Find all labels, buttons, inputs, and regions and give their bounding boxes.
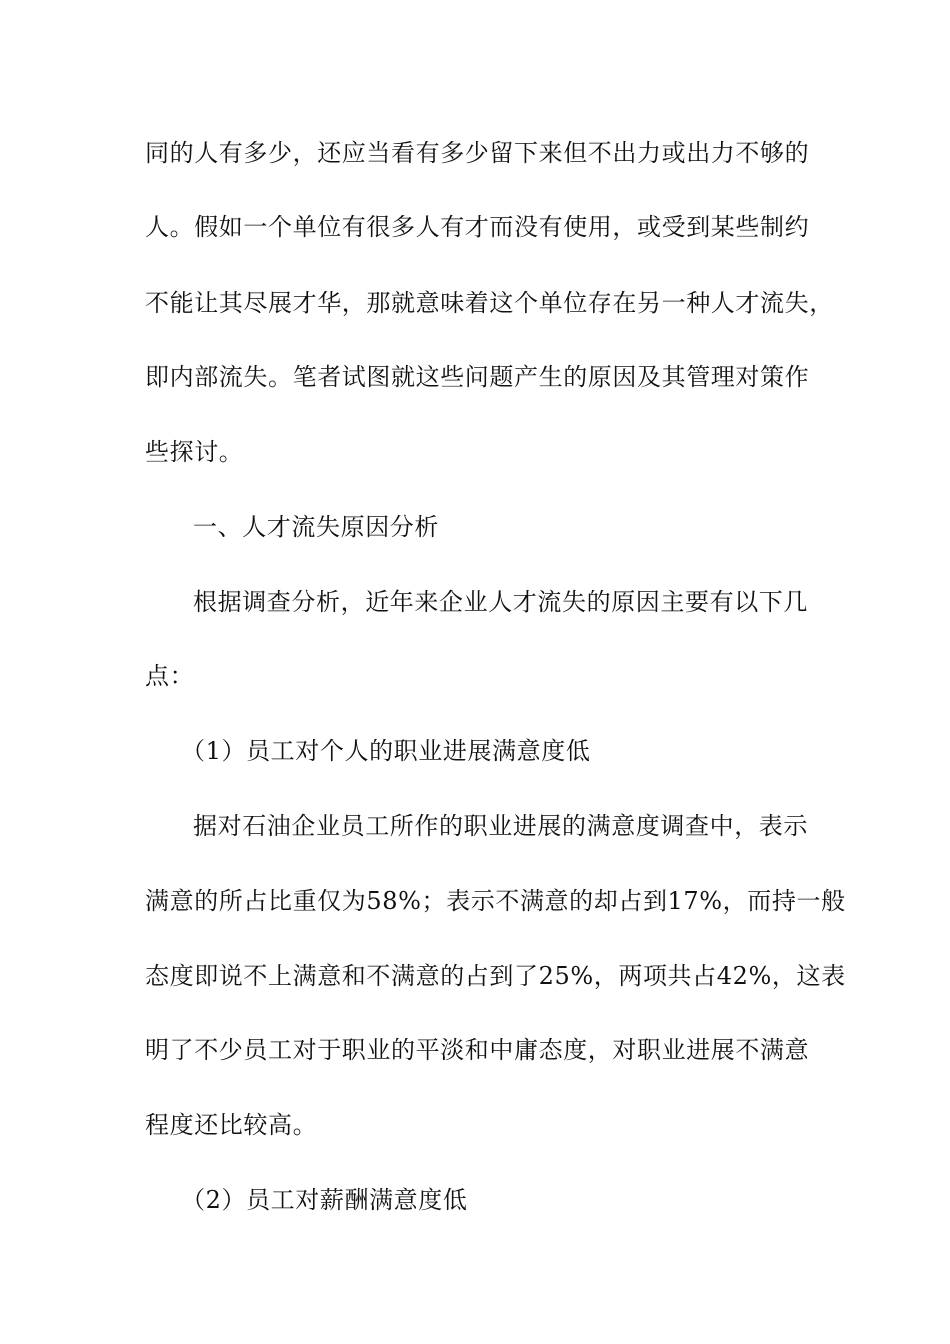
subsection-heading: （1）员工对个人的职业进展满意度低 [181, 737, 591, 765]
body-text-line: 态度即说不上满意和不满意的占到了25%，两项共占42%，这表 [145, 962, 846, 990]
body-text-line: 人。假如一个单位有很多人有才而没有使用，或受到某些制约 [145, 213, 810, 241]
body-text-line: 不能让其尽展才华，那就意味着这个单位存在另一种人才流失， [145, 289, 834, 317]
body-text-line: 即内部流失。笔者试图就这些问题产生的原因及其管理对策作 [145, 363, 810, 391]
section-heading: 一、人才流失原因分析 [193, 513, 439, 541]
body-text-line: 同的人有多少，还应当看有多少留下来但不出力或出力不够的 [145, 139, 810, 167]
body-text-line: 明了不少员工对于职业的平淡和中庸态度，对职业进展不满意 [145, 1036, 810, 1064]
body-text-line: 满意的所占比重仅为58%；表示不满意的却占到17%，而持一般 [145, 887, 846, 915]
body-text-line: 些探讨。 [145, 438, 244, 466]
body-text-line: 程度还比较高。 [145, 1111, 318, 1139]
body-text-line: 根据调查分析，近年来企业人才流失的原因主要有以下几 [193, 588, 808, 616]
subsection-heading: （2）员工对薪酬满意度低 [181, 1186, 468, 1214]
body-text-line: 据对石油企业员工所作的职业进展的满意度调查中，表示 [193, 812, 808, 840]
body-text-line: 点： [145, 662, 195, 690]
